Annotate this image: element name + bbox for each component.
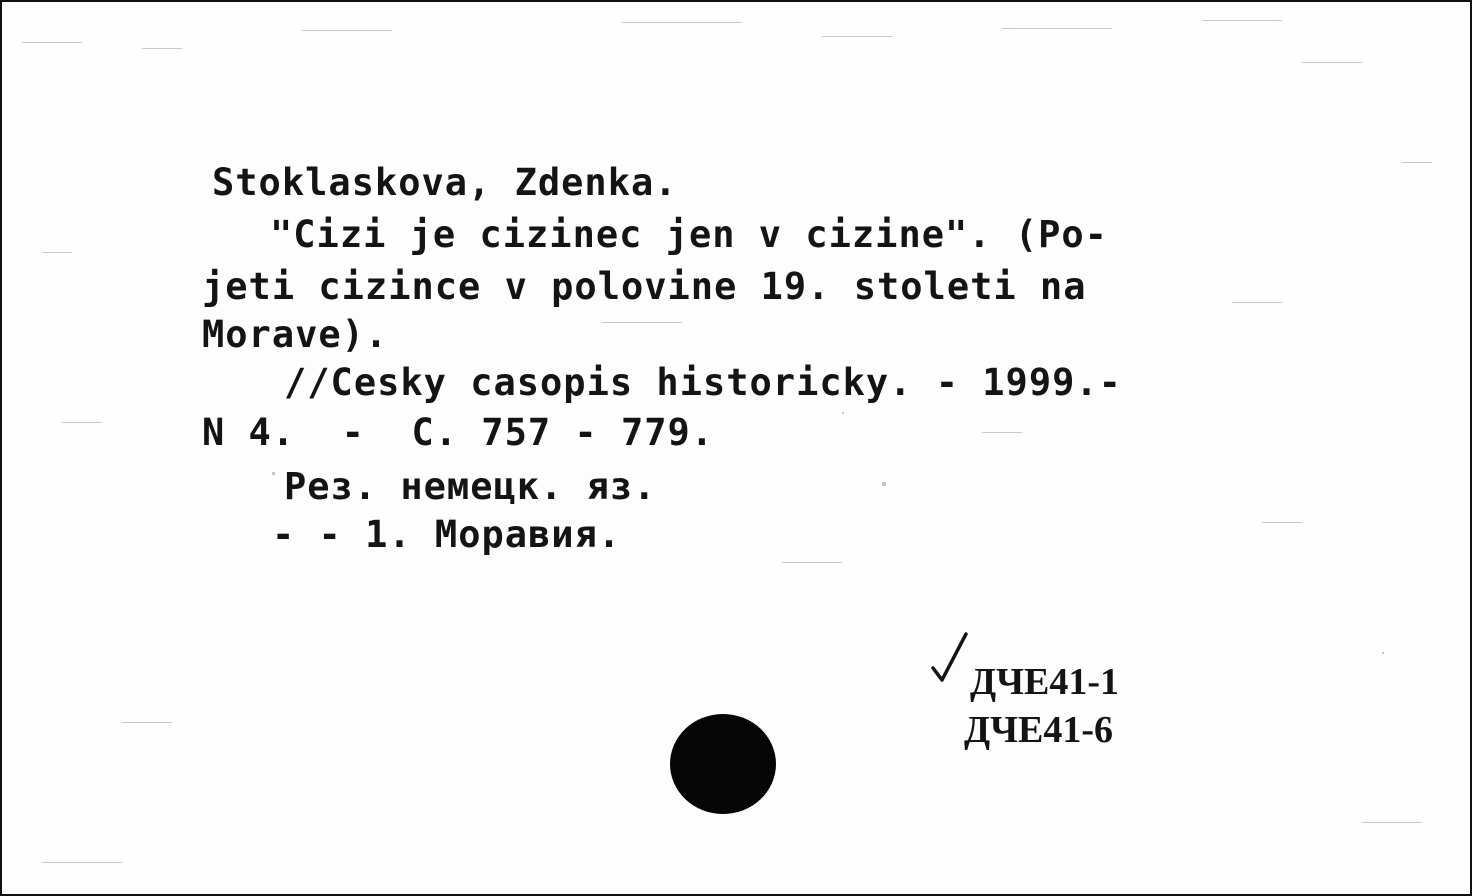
summary-note: Рез. немецк. яз. <box>284 465 657 508</box>
title-line: jeti cizince v polovine 19. stoleti na <box>202 265 1087 308</box>
title-line: "Cizi je cizinec jen v cizine". (Po- <box>270 213 1108 256</box>
author-heading: Stoklaskova, Zdenka. <box>212 161 678 204</box>
source-line: //Cesky casopis historicky. - 1999.- <box>284 361 1122 404</box>
punch-hole <box>670 714 776 814</box>
shelf-code: ДЧЕ41-6 <box>964 709 1114 751</box>
title-line: Morave). <box>202 313 389 356</box>
subject-heading: - - 1. Моравия. <box>272 513 622 556</box>
source-line: N 4. - C. 757 - 779. <box>202 411 715 454</box>
shelf-code: ДЧЕ41-1 <box>970 661 1120 703</box>
check-mark-icon <box>930 630 970 686</box>
